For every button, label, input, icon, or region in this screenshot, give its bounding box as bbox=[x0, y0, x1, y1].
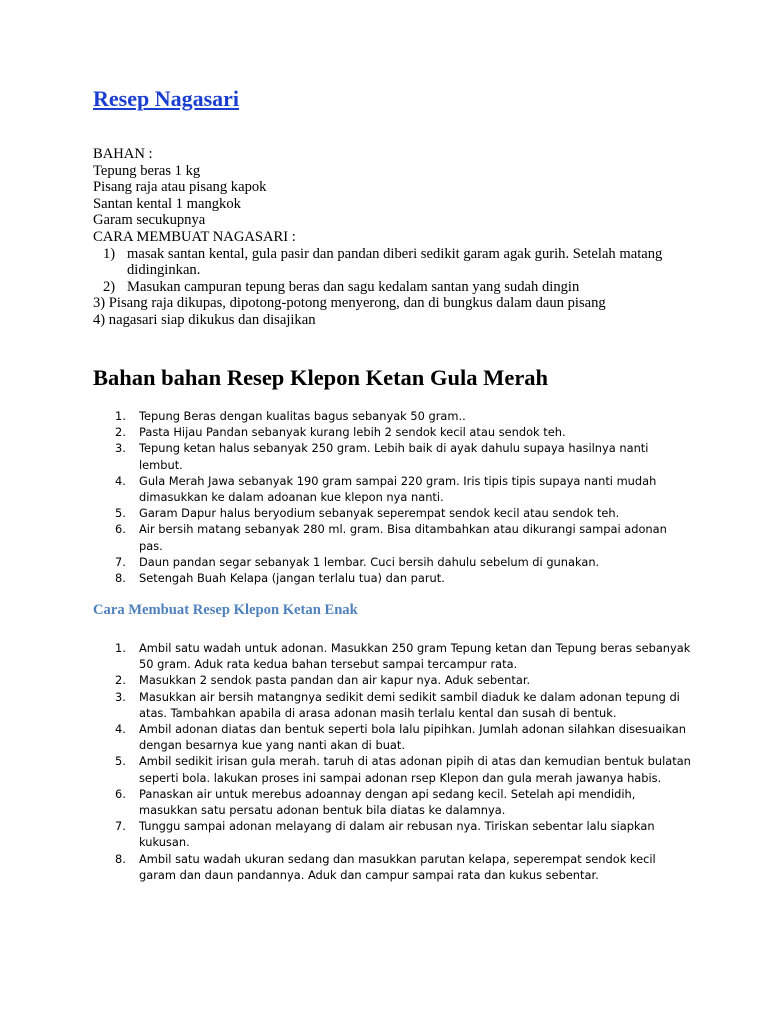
list-text: masak santan kental, gula pasir dan pandan diberi sedikit garam agak gurih. Setelah matang didinginkan. bbox=[127, 245, 663, 279]
list-item bbox=[93, 753, 693, 785]
step-line: 4) nagasari siap dikukus dan disajikan bbox=[93, 311, 316, 328]
list-number: 6. bbox=[115, 522, 126, 537]
list-number: 4. bbox=[115, 722, 126, 737]
list-item bbox=[93, 246, 693, 279]
list-number: 4. bbox=[115, 473, 126, 488]
list-item bbox=[93, 851, 693, 883]
list-text: Ambil adonan diatas dan bentuk seperti bola lalu pipihkan. Jumlah adonan silahkan disesuaikan dengan besarnya kue yang nanti akan di buat. bbox=[139, 722, 686, 753]
list-text: Tepung ketan halus sebanyak 250 gram. Lebih baik di ayak dahulu supaya hasilnya nanti lembut. bbox=[139, 441, 649, 472]
list-text: Tunggu sampai adonan melayang di dalam air rebusan nya. Tiriskan sebentar lalu siapkan kukusan. bbox=[139, 819, 655, 850]
list-item bbox=[93, 640, 693, 672]
list-item bbox=[93, 689, 693, 721]
ingredient-line: Tepung beras 1 kg bbox=[93, 162, 201, 179]
list-number: 2) bbox=[103, 278, 116, 295]
list-item bbox=[93, 818, 693, 850]
list-text: Masukkan 2 sendok pasta pandan dan air kapur nya. Aduk sebentar. bbox=[139, 673, 531, 688]
list-number: 7. bbox=[115, 554, 126, 569]
list-item bbox=[93, 554, 693, 570]
list-text: Setengah Buah Kelapa (jangan terlalu tua) dan parut. bbox=[139, 571, 445, 586]
list-number: 6. bbox=[115, 786, 126, 801]
list-text: Masukkan air bersih matangnya sedikit demi sedikit sambil diaduk ke dalam adonan tepung di atas. Tambahkan apabila di arasa adonan masih terlalu kental dan susah di bentuk. bbox=[139, 689, 680, 720]
list-text: Panaskan air untuk merebus adoannay dengan api sedang kecil. Setelah api mendidih, masukkan satu persatu adonan bentuk bila diatas ke dalamnya. bbox=[139, 786, 636, 818]
list-number: 3. bbox=[115, 689, 126, 704]
list-number: 5. bbox=[115, 754, 126, 769]
klepon-ingredients-list bbox=[93, 408, 693, 586]
list-item bbox=[93, 721, 693, 753]
list-number: 1. bbox=[115, 641, 126, 655]
list-number: 1) bbox=[103, 245, 116, 262]
list-number: 1. bbox=[115, 409, 126, 423]
list-number: 2. bbox=[115, 673, 126, 688]
list-text: Air bersih matang sebanyak 280 ml. gram. Bisa ditambahkan atau dikurangi sampai adonan pas. bbox=[139, 522, 667, 553]
klepon-method-list bbox=[93, 640, 693, 883]
list-number: 3. bbox=[115, 441, 126, 456]
list-item bbox=[93, 672, 693, 688]
klepon-method-title: Cara Membuat Resep Klepon Ketan Enak bbox=[93, 602, 358, 618]
nagasari-body bbox=[93, 146, 693, 329]
list-text: Garam Dapur halus beryodium sebanyak seperempat sendok kecil atau sendok teh. bbox=[139, 506, 620, 521]
list-text: Gula Merah Jawa sebanyak 190 gram sampai 220 gram. Iris tipis tipis supaya nanti mudah dimasukkan ke dalam adoanan kue klepon nya nanti. bbox=[139, 473, 657, 505]
list-item bbox=[93, 521, 693, 553]
list-item bbox=[93, 440, 693, 472]
list-item bbox=[93, 424, 693, 440]
list-text: Ambil sedikit irisan gula merah. taruh di atas adonan pipih di atas dan kemudian bentuk bulatan seperti bola. lakukan proses ini sampai adonan rsep Klepon dan gula merah jawanya habis. bbox=[139, 754, 691, 785]
ingredient-line: Garam secukupnya bbox=[93, 212, 206, 229]
nagasari-steps bbox=[93, 246, 693, 296]
ingredient-line: Santan kental 1 mangkok bbox=[93, 195, 241, 212]
list-number: 8. bbox=[115, 571, 126, 586]
step-line: 3) Pisang raja dikupas, dipotong-potong menyerong, dan di bungkus dalam daun pisang bbox=[93, 295, 606, 312]
recipe-title-link[interactable]: Resep Nagasari bbox=[93, 86, 240, 111]
list-text: Daun pandan segar sebanyak 1 lembar. Cuci bersih dahulu sebelum di gunakan. bbox=[139, 554, 600, 569]
list-text: Tepung Beras dengan kualitas bagus sebanyak 50 gram.. bbox=[139, 409, 466, 423]
list-text: Ambil satu wadah untuk adonan. Masukkan 250 gram Tepung ketan dan Tepung beras sebanyak 50 gram. Aduk rata kedua bahan tersebut sampai tercampur rata. bbox=[139, 641, 691, 672]
list-item bbox=[93, 279, 693, 296]
list-item bbox=[93, 570, 693, 586]
list-item bbox=[93, 505, 693, 521]
method-heading: CARA MEMBUAT NAGASARI : bbox=[93, 228, 296, 245]
klepon-ingredients-title: Bahan bahan Resep Klepon Ketan Gula Merah bbox=[93, 365, 549, 390]
list-item bbox=[93, 473, 693, 505]
list-number: 7. bbox=[115, 819, 126, 834]
list-text: Pasta Hijau Pandan sebanyak kurang lebih 2 sendok kecil atau sendok teh. bbox=[139, 425, 566, 440]
list-text: Ambil satu wadah ukuran sedang dan masukkan parutan kelapa, seperempat sendok kecil garam dan daun pandannya. Aduk dan campur sampai rata dan kukus sebentar. bbox=[139, 851, 656, 882]
list-number: 8. bbox=[115, 851, 126, 866]
list-number: 5. bbox=[115, 506, 126, 521]
list-text: Masukan campuran tepung beras dan sagu kedalam santan yang sudah dingin bbox=[127, 278, 580, 295]
list-number: 2. bbox=[115, 425, 126, 440]
list-item bbox=[93, 786, 693, 818]
ingredients-heading: BAHAN : bbox=[93, 146, 153, 162]
ingredient-line: Pisang raja atau pisang kapok bbox=[93, 179, 267, 196]
list-item bbox=[93, 408, 693, 424]
